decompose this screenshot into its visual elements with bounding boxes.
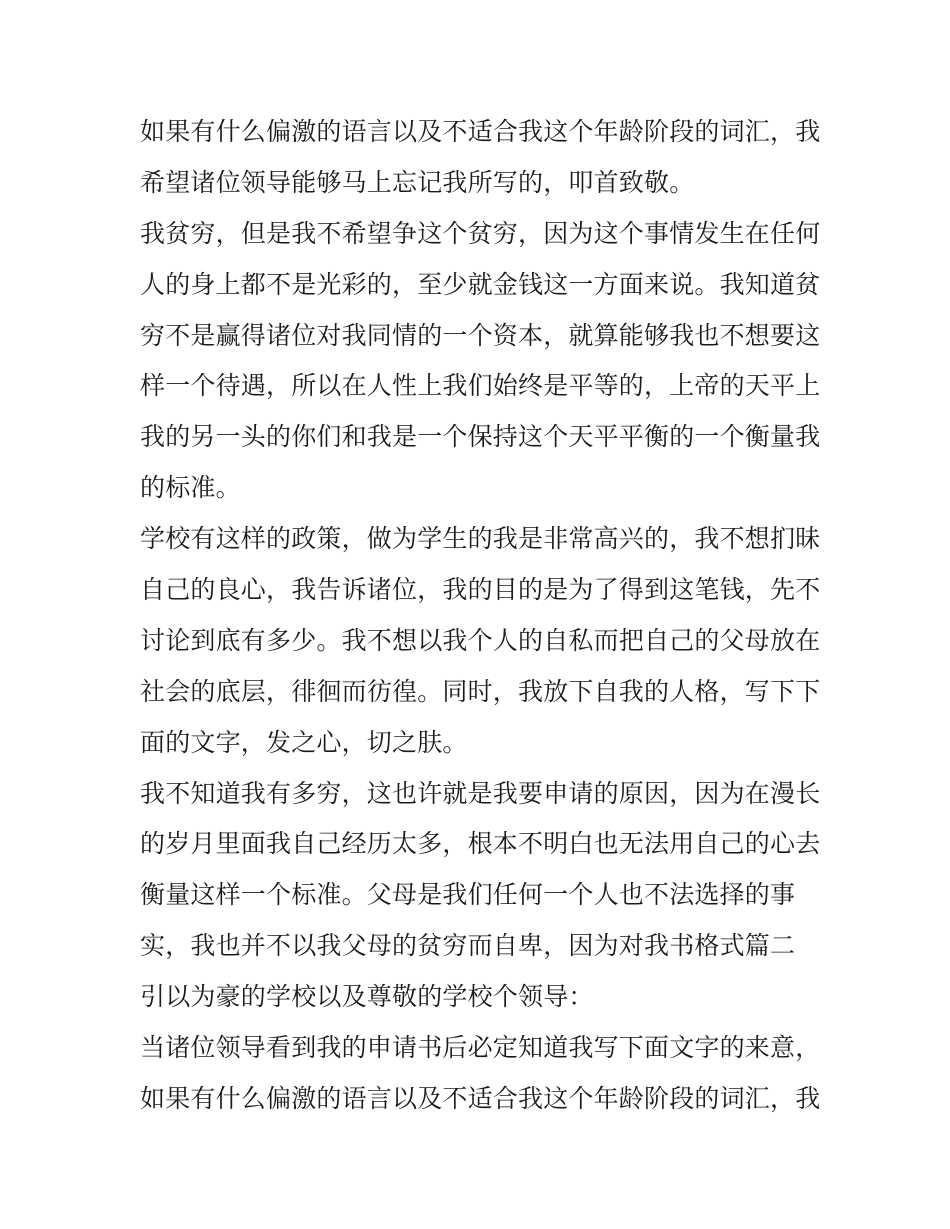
- text-line: 希望诸位领导能够马上忘记我所写的，叩首致敬。: [140, 167, 695, 197]
- text-line: 引以为豪的学校以及尊敬的学校个领导：: [140, 982, 594, 1012]
- text-line: 如果有什么偏激的语言以及不适合我这个年龄阶段的词汇，我: [140, 1083, 821, 1113]
- text-line: 样一个待遇，所以在人性上我们始终是平等的，上帝的天平上: [140, 371, 821, 401]
- text-line: 衡量这样一个标准。父母是我们任何一个人也不法选择的事: [140, 880, 796, 910]
- text-line: 当诸位领导看到我的申请书后必定知道我写下面文字的来意，: [140, 1033, 821, 1063]
- text-line: 社会的底层，徘徊而彷徨。同时，我放下自我的人格，写下下: [140, 676, 821, 706]
- text-line: 讨论到底有多少。我不想以我个人的自私而把自己的父母放在: [140, 625, 821, 655]
- text-line: 如果有什么偏激的语言以及不适合我这个年龄阶段的词汇，我: [140, 117, 821, 146]
- text-line: 自己的良心，我告诉诸位，我的目的是为了得到这笔钱，先不: [140, 575, 821, 605]
- text-line: 的岁月里面我自己经历太多，根本不明白也无法用自己的心去: [140, 829, 821, 859]
- text-line: 我贫穷，但是我不希望争这个贫穷，因为这个事情发生在任何: [140, 218, 821, 248]
- text-line: 穷不是赢得诸位对我同情的一个资本，就算能够我也不想要这: [140, 320, 821, 350]
- text-line: 人的身上都不是光彩的，至少就金钱这一方面来说。我知道贫: [140, 269, 821, 299]
- text-line: 实，我也并不以我父母的贫穷而自卑，因为对我书格式篇二: [140, 931, 796, 961]
- text-line: 我的另一头的你们和我是一个保持这个天平平衡的一个衡量我: [140, 422, 821, 452]
- text-line: 的标准。: [140, 473, 241, 503]
- text-line: 学校有这样的政策，做为学生的我是非常高兴的，我不想扪昧: [140, 524, 821, 554]
- text-line: 面的文字，发之心，切之肤。: [140, 727, 468, 757]
- document-body: [140, 107, 820, 1125]
- text-line: 我不知道我有多穷，这也许就是我要申请的原因，因为在漫长: [140, 778, 821, 808]
